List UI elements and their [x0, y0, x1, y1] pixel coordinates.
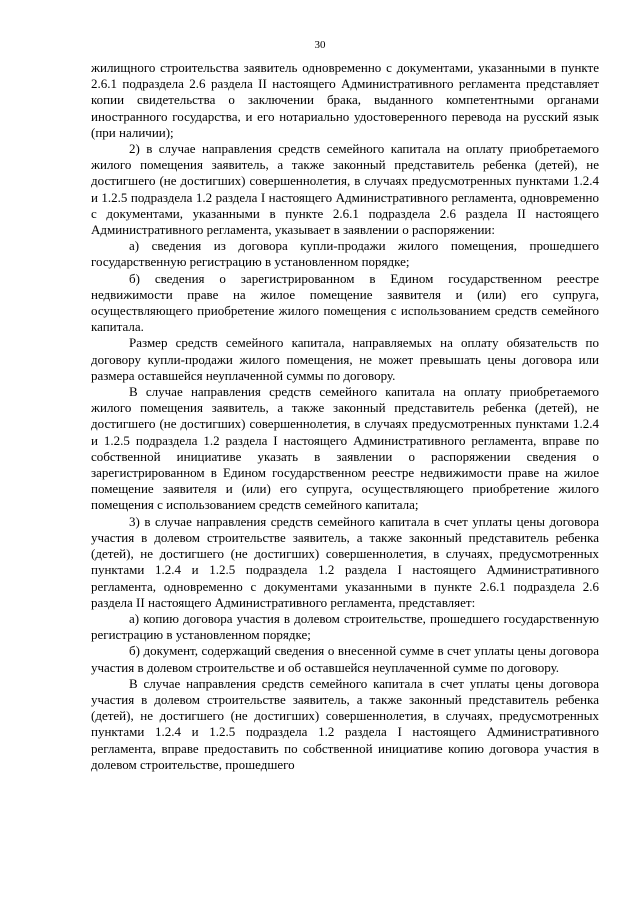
paragraph: а) сведения из договора купли-продажи жилого помещения, прошедшего государственную регистрацию в установленном порядке;: [91, 238, 599, 270]
paragraph: 2) в случае направления средств семейного капитала на оплату приобретаемого жилого помещения заявитель, а также законный представитель ребенка (детей), не достигшего (не достигших) совершеннолетия, в случаях предусмотренных пунктами 1.2.4 и 1.2.5 подраздела 1.2 раздела I настоящего Административного регламента, одновременно с документами, указанными в пункте 2.6.1 подраздела 2.6 раздела II настоящего Административного регламента, указывает в заявлении о распоряжении:: [91, 141, 599, 238]
paragraph: жилищного строительства заявитель одновременно с документами, указанными в пункте 2.6.1 подраздела 2.6 раздела II настоящего Административного регламента представляет копии свидетельства о заключении брака, выданного компетентными органами иностранного государства, и его нотариально удостоверенного перевода на русский язык (при наличии);: [91, 60, 599, 140]
paragraph: В случае направления средств семейного капитала в счет уплаты цены договора участия в долевом строительстве заявитель, а также законный представитель ребенка (детей), не достигшего (не достигших) совершеннолетия, в случаях, предусмотренных пунктами 1.2.4 и 1.2.5 подраздела 1.2 раздела I настоящего Административного регламента, вправе предоставить по собственной инициативе копию договора участия в долевом строительстве, прошедшего: [91, 675, 599, 772]
page-number: 30: [314, 39, 326, 51]
paragraph: 3) в случае направления средств семейного капитала в счет уплаты цены договора участия в долевом строительстве заявитель, а также законный представитель ребенка (детей), не достигшего (не достигших) совершеннолетия, в случаях, предусмотренных пунктами 1.2.4 и 1.2.5 подраздела 1.2 раздела I настоящего Административного регламента, одновременно с документами указанными в пункте 2.6.1 подраздела 2.6 раздела II настоящего Административного регламента, представляет:: [91, 513, 599, 610]
paragraph: б) документ, содержащий сведения о внесенной сумме в счет уплаты цены договора участия в долевом строительстве и об оставшейся неуплаченной сумме по договору.: [91, 643, 599, 675]
paragraph: В случае направления средств семейного капитала на оплату приобретаемого жилого помещения заявитель, а также законный представитель ребенка (детей), не достигшего (не достигших) совершеннолетия, в случаях предусмотренных пунктами 1.2.4 и 1.2.5 подраздела 1.2 раздела I настоящего Административного регламента, вправе по собственной инициативе указать в заявлении о распоряжении сведения о зарегистрированном в Едином государственном реестре недвижимости праве на жилое помещение заявителя и (или) его супруга, осуществляющего приобретение жилого помещения с использованием средств семейного капитала;: [91, 384, 599, 513]
document-body: [91, 60, 599, 773]
paragraph: Размер средств семейного капитала, направляемых на оплату обязательств по договору купли-продажи жилого помещения, не может превышать цены договора или размера оставшейся неуплаченной суммы по договору.: [91, 335, 599, 383]
paragraph: а) копию договора участия в долевом строительстве, прошедшего государственную регистрацию в установленном порядке;: [91, 610, 599, 643]
paragraph: б) сведения о зарегистрированном в Едином государственном реестре недвижимости праве на жилое помещение заявителя и (или) его супруга, осуществляющего приобретение жилого помещения с использованием средств семейного капитала.: [91, 270, 599, 335]
